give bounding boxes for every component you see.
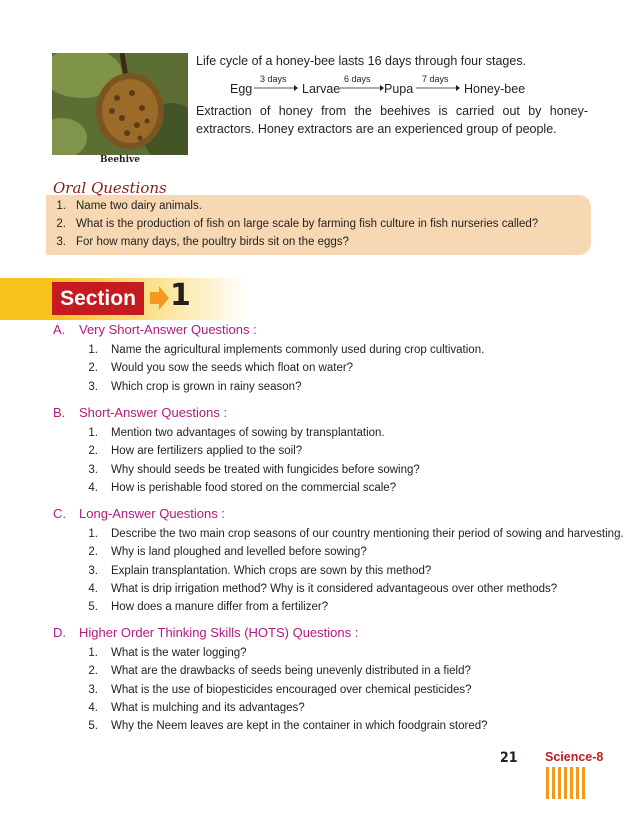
group-title: Short-Answer Questions :: [79, 405, 228, 420]
question-text: Why is land ploughed and levelled before sowing?: [111, 546, 367, 559]
beehive-image: [52, 53, 188, 155]
question-number: 1.: [88, 647, 98, 659]
question-number: 5.: [88, 720, 98, 733]
question-text: How are fertilizers applied to the soil?: [111, 445, 303, 458]
question-number: 2.: [88, 445, 98, 458]
question-text: What are the drawbacks of seeds being unevenly distributed in a field?: [111, 665, 471, 678]
lifecycle-diagram: [196, 74, 526, 98]
duration-2: 6 days: [344, 74, 371, 84]
question-number: 3.: [88, 380, 98, 393]
question-text: Explain transplantation. Which crops are sown by this method?: [111, 564, 432, 577]
extraction-paragraph: Extraction of honey from the beehives is carried out by honey-extractors. Honey extractors are an experienced group of people.: [196, 104, 588, 136]
duration-3: 7 days: [422, 74, 449, 84]
question-number: 3.: [88, 463, 98, 476]
group-letter: D.: [53, 625, 66, 640]
group-title: Long-Answer Questions :: [79, 506, 225, 521]
question-number: 2.: [88, 362, 98, 375]
oral-questions-title: Oral Questions: [53, 179, 167, 197]
question-number: 4.: [88, 701, 98, 714]
question-text: Would you sow the seeds which float on water?: [111, 362, 354, 375]
question-text: Why should seeds be treated with fungicides before sowing?: [111, 463, 420, 476]
question-number: 4.: [88, 582, 98, 595]
question-text: Which crop is grown in rainy season?: [111, 380, 302, 393]
group-title: Higher Order Thinking Skills (HOTS) Questions :: [79, 625, 359, 640]
decorative-bars: [546, 767, 586, 799]
stage-honeybee: Honey-bee: [464, 82, 526, 96]
question-text: What is the use of biopesticides encouraged over chemical pesticides?: [111, 683, 472, 696]
arrow-right-icon: [150, 283, 170, 313]
group-title: Very Short-Answer Questions :: [79, 322, 257, 337]
group-letter: C.: [53, 506, 66, 521]
question-number: 3.: [88, 564, 98, 577]
question-text: How is perishable food stored on the commercial scale?: [111, 481, 397, 494]
question-text: Describe the two main crop seasons of our country mentioning their period of sowing and harvesting.: [111, 528, 624, 540]
group-letter: A.: [53, 322, 66, 337]
question-text: How does a manure differ from a fertilizer?: [111, 601, 329, 614]
question-number: 3.: [88, 683, 98, 696]
lifecycle-intro: Life cycle of a honey-bee lasts 16 days through four stages.: [196, 54, 527, 68]
question-number: 2.: [88, 546, 98, 559]
question-number: 1.: [88, 528, 98, 540]
question-text: What is mulching and its advantages?: [111, 701, 305, 714]
section-label: Section: [52, 282, 144, 315]
question-number: 1.: [88, 427, 98, 439]
section-number: 1: [170, 278, 191, 313]
question-text: What is drip irrigation method? Why is it considered advantageous over other methods?: [111, 582, 558, 595]
question-text: Why the Neem leaves are kept in the container in which foodgrain stored?: [111, 720, 488, 733]
stage-egg: Egg: [230, 82, 253, 96]
duration-1: 3 days: [260, 74, 287, 84]
question-text: Name the agricultural implements commonly used during crop cultivation.: [111, 344, 485, 356]
question-number: 5.: [88, 601, 98, 614]
stage-pupa: Pupa: [384, 82, 414, 96]
book-title: Science-8: [545, 750, 604, 764]
group-letter: B.: [53, 405, 66, 420]
question-text: What is the water logging?: [111, 647, 247, 659]
question-text: Mention two advantages of sowing by transplantation.: [111, 427, 385, 439]
page-number: 21: [500, 750, 518, 766]
question-number: 1.: [88, 344, 98, 356]
question-number: 4.: [88, 481, 98, 494]
beehive-caption: Beehive: [100, 155, 140, 165]
stage-larvae: Larvae: [302, 82, 341, 96]
question-number: 2.: [88, 665, 98, 678]
